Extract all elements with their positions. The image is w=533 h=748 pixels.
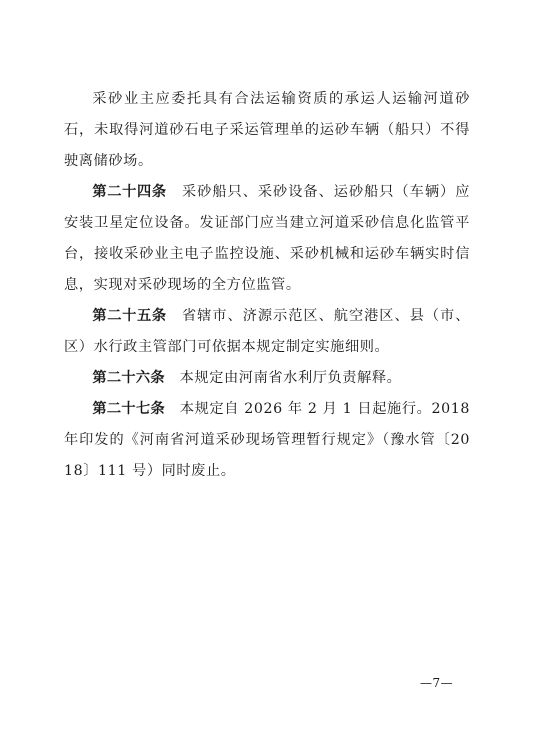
article-26: [64, 363, 470, 394]
article-24: [64, 177, 470, 301]
article-number: 第二十六条: [92, 370, 165, 386]
article-text: 省辖市、济源示范区、航空港区、县（市、区）水行政主管部门可依据本规定制定实施细则。: [64, 308, 470, 355]
body-text: [64, 84, 470, 487]
paragraph-continuation: [64, 84, 470, 177]
article-25: [64, 301, 470, 363]
paragraph-text: 采砂业主应委托具有合法运输资质的承运人运输河道砂石，未取得河道砂石电子采运管理单的运砂车辆（船只）不得驶离储砂场。: [64, 91, 470, 169]
article-number: 第二十五条: [92, 308, 167, 324]
article-number: 第二十四条: [92, 184, 167, 200]
article-number: 第二十七条: [92, 401, 165, 417]
article-27: [64, 394, 470, 487]
article-text: 采砂船只、采砂设备、运砂船只（车辆）应安装卫星定位设备。发证部门应当建立河道采砂信息化监管平台，接收采砂业主电子监控设施、采砂机械和运砂车辆实时信息，实现对采砂现场的全方位监管。: [64, 184, 470, 293]
article-text: 本规定自 2026 年 2 月 1 日起施行。2018 年印发的《河南省河道采砂现场管理暂行规定》（豫水管〔2018〕111 号）同时废止。: [64, 401, 470, 479]
page-number: —7—: [420, 676, 454, 690]
article-text: 本规定由河南省水利厅负责解释。: [179, 370, 402, 386]
